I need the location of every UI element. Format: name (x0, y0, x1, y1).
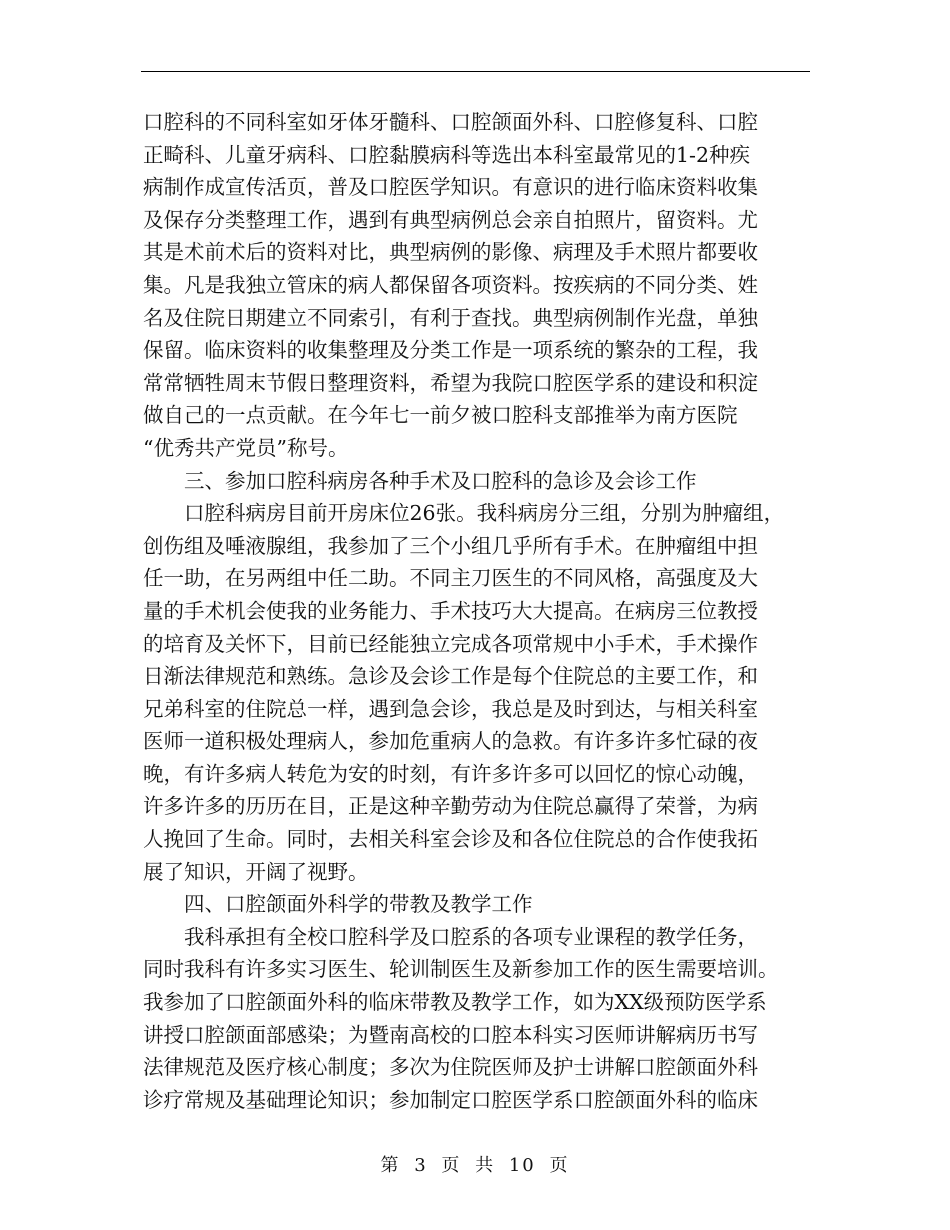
text-line: 法律规范及医疗核心制度；多次为住院医师及护士讲解口腔颌面外科 (143, 1055, 758, 1080)
text-line: 及保存分类整理工作，遇到有典型病例总会亲自拍照片，留资料。尤 (143, 207, 758, 232)
text-line: 讲授口腔颌面部感染；为暨南高校的口腔本科实习医师讲解病历书写 (143, 1022, 758, 1047)
text-line: 诊疗常规及基础理论知识；参加制定口腔医学系口腔颌面外科的临床 (143, 1087, 758, 1112)
text-line: 任一助，在另两组中任二助。不同主刀医生的不同风格，高强度及大 (143, 566, 758, 591)
text-line: 正畸科、儿童牙病科、口腔黏膜病科等选出本科室最常见的1-2种疾 (143, 142, 751, 167)
text-line: 日渐法律规范和熟练。急诊及会诊工作是每个住院总的主要工作，和 (143, 664, 758, 689)
text-line: 集。凡是我独立管床的病人都保留各项资料。按疾病的不同分类、姓 (143, 272, 758, 297)
text-line: 口腔科的不同科室如牙体牙髓科、口腔颌面外科、口腔修复科、口腔 (143, 110, 758, 134)
text-line: 保留。临床资料的收集整理及分类工作是一项系统的繁杂的工程，我 (143, 338, 758, 363)
page-number: 第 3 页 共 10 页 (380, 1155, 570, 1176)
text-line: 的培育及关怀下，目前已经能独立完成各项常规中小手术，手术操作 (143, 631, 758, 656)
text-line: 量的手术机会使我的业务能力、手术技巧大大提高。在病房三位教授 (143, 598, 758, 623)
text-line: 名及住院日期建立不同索引，有利于查找。典型病例制作光盘，单独 (143, 305, 758, 330)
text-line: 医师一道积极处理病人，参加危重病人的急救。有许多许多忙碌的夜 (143, 729, 758, 754)
header-rule (141, 71, 810, 72)
text-line: 创伤组及唾液腺组，我参加了三个小组几乎所有手术。在肿瘤组中担 (143, 533, 758, 558)
text-line: 同时我科有许多实习医生、轮训制医生及新参加工作的医生需要培训。 (143, 957, 779, 982)
text-line: 口腔科病房目前开房床位26张。我科病房分三组，分别为肿瘤组， (184, 501, 785, 526)
text-line: 展了知识，开阔了视野。 (143, 859, 369, 884)
text-line: 人挽回了生命。同时，去相关科室会诊及和各位住院总的合作使我拓 (143, 827, 758, 852)
text-line: 病制作成宣传活页，普及口腔医学知识。有意识的进行临床资料收集 (143, 175, 758, 200)
text-line: “优秀共产党员”称号。 (143, 435, 349, 460)
text-line: 常常牺牲周末节假日整理资料，希望为我院口腔医学系的建设和积淀 (143, 370, 758, 395)
text-line: 四、口腔颌面外科学的带教及教学工作 (184, 892, 533, 917)
text-line: 我科承担有全校口腔科学及口腔系的各项专业课程的教学任务， (184, 924, 758, 949)
text-line: 其是术前术后的资料对比，典型病例的影像、病理及手术照片都要收 (143, 240, 758, 265)
document-body (143, 106, 823, 1116)
text-line: 做自己的一点贡献。在今年七一前夕被口腔科支部推举为南方医院 (143, 403, 738, 428)
text-line: 兄弟科室的住院总一样，遇到急会诊，我总是及时到达，与相关科室 (143, 696, 758, 721)
text-line: 许多许多的历历在目，正是这种辛勤劳动为住院总赢得了荣誉，为病 (143, 794, 758, 819)
text-line: 三、参加口腔科病房各种手术及口腔科的急诊及会诊工作 (184, 468, 697, 493)
text-line: 晚，有许多病人转危为安的时刻，有许多许多可以回忆的惊心动魄， (143, 761, 758, 786)
text-line: 我参加了口腔颌面外科的临床带教及教学工作，如为XX级预防医学系 (143, 990, 767, 1015)
